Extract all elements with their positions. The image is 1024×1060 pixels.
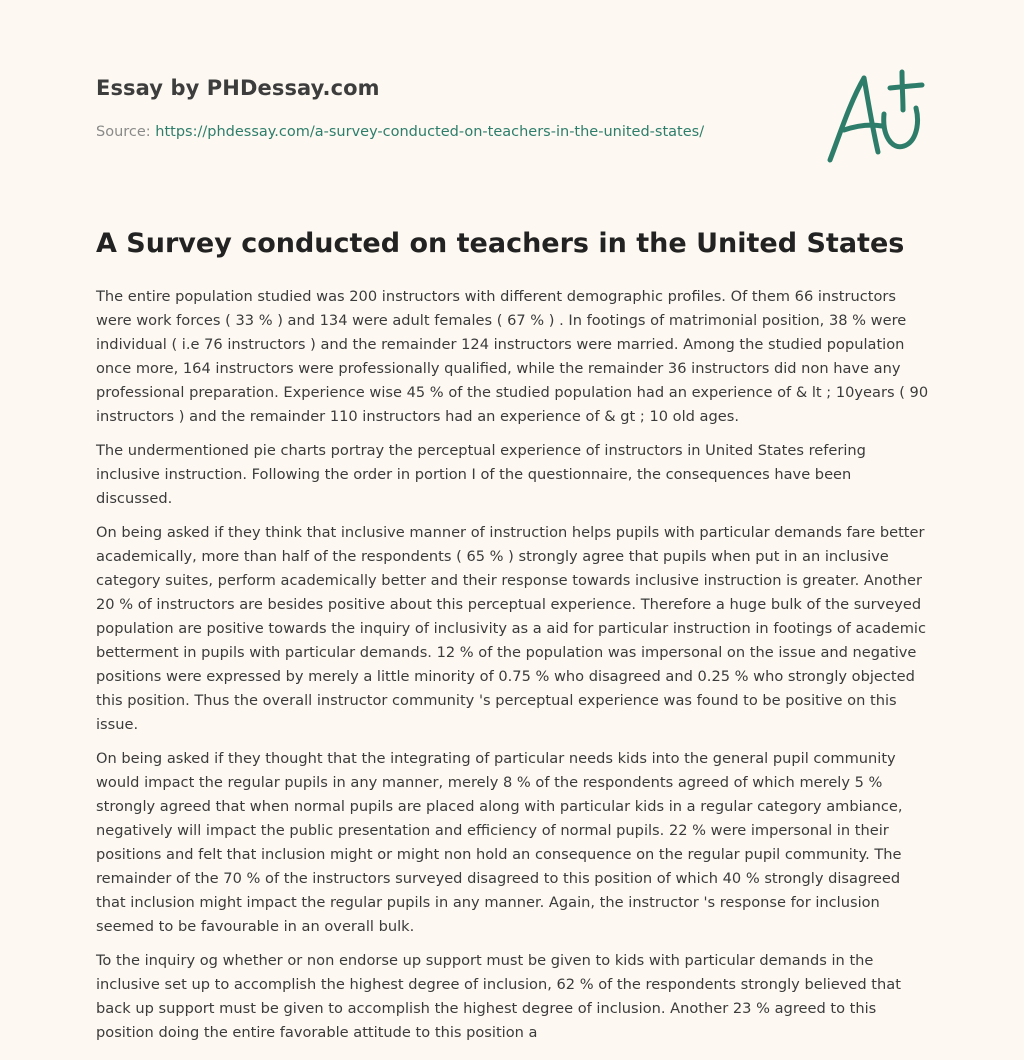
essay-paragraph: On being asked if they thought that the integrating of particular needs kids into the general pupil community would impact the regular pupils in any manner, merely 8 % of the respondents agreed of which merely 5 % strongly agreed that when normal pupils are placed along with particular kids in a regular category ambiance, negatively will impact the public presentation and efficiency of normal pupils. 22 % were impersonal in their positions and felt that inclusion might or might non hold an consequence on the regular pupil community. The remainder of the 70 % of the instructors surveyed disagreed to this position of which 40 % strongly disagreed that inclusion might impact the regular pupils in any manner. Again, the instructor 's response for inclusion seemed to be favourable in an overall bulk. — [96, 750, 903, 935]
essay-paragraph: The undermentioned pie charts portray the perceptual experience of instructors in United States refering inclusive instruction. Following the order in portion I of the questionnaire, the consequences have been discussed. — [96, 442, 866, 507]
a-plus-logo-icon — [820, 64, 930, 168]
essay-title: A Survey conducted on teachers in the United States — [96, 228, 905, 259]
source-link[interactable]: https://phdessay.com/a-survey-conducted-on-teachers-in-the-united-states/ — [155, 124, 705, 140]
essay-body — [96, 285, 932, 1055]
essay-paragraph: The entire population studied was 200 instructors with different demographic profiles. Of them 66 instructors were work forces ( 33 % ) and 134 were adult females ( 67 % ) . In footings of matrimonial position, 38 % were individual ( i.e 76 instructors ) and the remainder 124 instructors were married. Among the studied population once more, 164 instructors were professionally qualified, while the remainder 36 instructors did non have any professional preparation. Experience wise 45 % of the studied population had an experience of & lt ; 10years ( 90 instructors ) and the remainder 110 instructors had an experience of & gt ; 10 old ages. — [96, 288, 929, 425]
site-brand: Essay by PHDessay.com — [96, 76, 380, 100]
source-label: Source: — [96, 124, 151, 140]
essay-paragraph: To the inquiry og whether or non endorse up support must be given to kids with particular demands in the inclusive set up to accomplish the highest degree of inclusion, 62 % of the respondents strongly believed that back up support must be given to accomplish the highest degree of inclusion. Another 23 % agreed to this position doing the entire favorable attitude to this position a — [96, 952, 901, 1041]
source-line — [96, 124, 704, 140]
essay-paragraph: On being asked if they think that inclusive manner of instruction helps pupils with particular demands fare better academically, more than half of the respondents ( 65 % ) strongly agree that pupils when put in an inclusive category suites, perform academically better and their response towards inclusive instruction is greater. Another 20 % of instructors are besides positive about this perceptual experience. Therefore a huge bulk of the surveyed population are positive towards the inquiry of inclusivity as a aid for particular instruction in footings of academic betterment in pupils with particular demands. 12 % of the population was impersonal on the issue and negative positions were expressed by merely a little minority of 0.75 % who disagreed and 0.25 % who strongly objected this position. Thus the overall instructor community 's perceptual experience was found to be positive on this issue. — [96, 524, 926, 733]
